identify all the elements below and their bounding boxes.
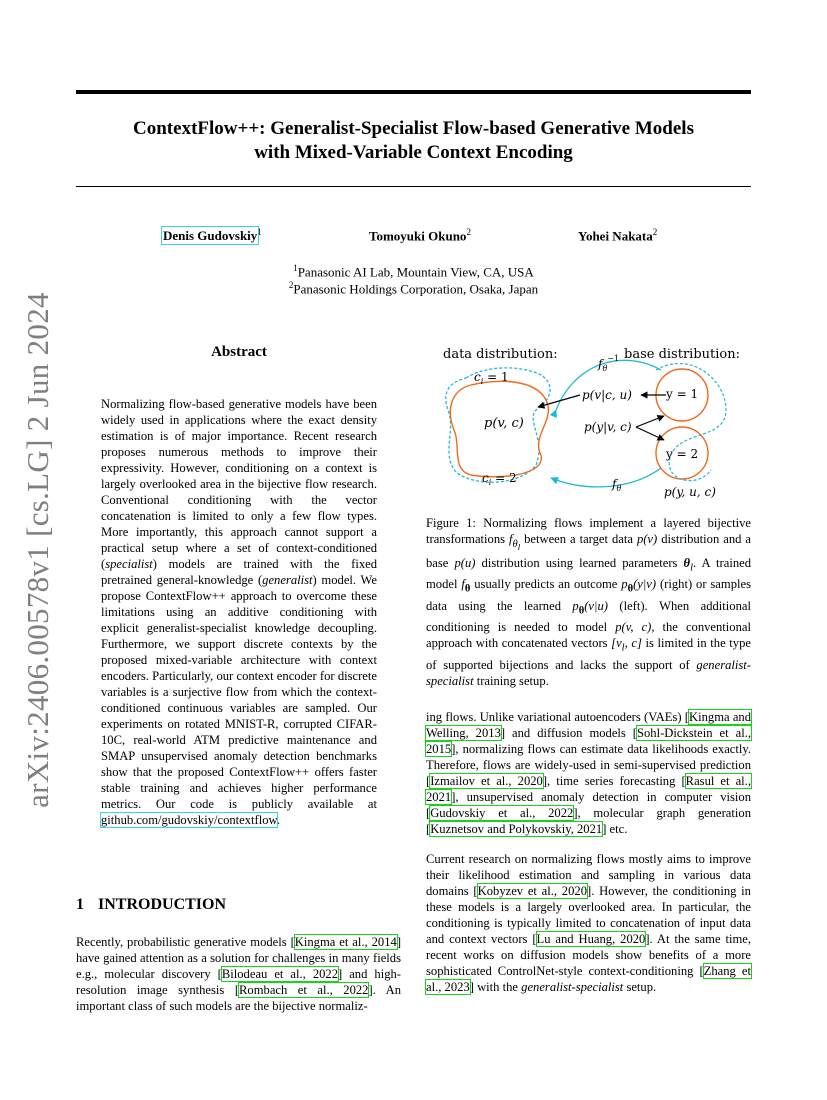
citation-link[interactable]: Kobyzev et al., 2020 [477, 884, 587, 898]
author-2-name: Tomoyuki Okuno [369, 228, 467, 244]
y2-label: y = 2 [666, 447, 699, 461]
citation-link[interactable]: Kuznetsov and Polykovskiy, 2021 [430, 822, 603, 836]
citation-link[interactable]: Rasul et al., 2021 [426, 774, 751, 804]
title-line-1: ContextFlow++: Generalist-Specialist Flow-based Generative Models [133, 118, 694, 139]
pyuc-label: p(y, u, c) [664, 485, 716, 499]
citation-link[interactable]: Sohl-Dickstein et al., 2015 [426, 726, 751, 756]
author-1-affil: 1 [257, 227, 262, 237]
affiliation-1-sup: 1 [293, 263, 298, 273]
f-forward-label: $f_\theta$ [612, 477, 622, 493]
y1-label: y = 1 [666, 387, 699, 401]
citation-link[interactable]: Lu and Huang, 2020 [536, 932, 646, 946]
author-2 [369, 227, 471, 244]
citation-link[interactable]: Izmailov et al., 2020 [430, 774, 543, 788]
author-1-name[interactable]: Denis Gudovskiy [163, 228, 258, 244]
author-3 [578, 227, 657, 244]
pyvc-label: p(y|v, c) [584, 420, 632, 434]
arxiv-identifier: arXiv:2406.00578v1 [cs.LG] 2 Jun 2024 [20, 292, 55, 808]
figure-1-diagram [426, 340, 751, 505]
ci2-label: $c_i = 2$ [482, 471, 517, 487]
title-rule [76, 186, 751, 187]
ci1-label: $c_i = 1$ [474, 370, 509, 386]
citation-link[interactable]: Bilodeau et al., 2022 [221, 967, 339, 981]
citation-link[interactable]: Kingma et al., 2014 [294, 935, 397, 949]
author-3-affil: 2 [652, 227, 658, 237]
data-distribution-label: data distribution: [443, 347, 558, 362]
citation-link[interactable]: Kingma and Welling, 2013 [426, 710, 752, 740]
section-title: INTRODUCTION [98, 896, 227, 913]
figure-1-caption: Figure 1: Normalizing flows implement a layered bijective transformations $f_{\theta_l}$ between a target data p(v) distribution and a base p(u) distribution using learned parameters $\theta_l$. A trained model $f_\theta$ usually predicts an outcome $p_\theta(y|v)$ (right) or samples data using the learned $p_\theta(v|u)$ (left). When additional conditioning is needed to model p(v, c), the conventional approach with concatenated vectors [$v_l$, c] is limited in the type of supported bijections and lacks the support of generalist-specialist training setup. [426, 516, 752, 688]
pyvc-arrow-down [636, 427, 664, 440]
pvcu-label: p(v|c, u) [582, 388, 632, 402]
affiliation-1-text: Panasonic AI Lab, Mountain View, CA, USA [297, 264, 534, 280]
abstract-text: Normalizing flow-based generative models have been widely used in applications where the exact density estimation is of major importance. Recent research proposes numerous methods to improve their expressivity. However, conditioning on a context is largely overlooked area in the bijective flow research. Conventional conditioning with the vector concatenation is limited to only a few flow types. More importantly, this approach cannot support a practical setup where a set of context-conditioned (specialist) models are trained with the fixed pretrained general-knowledge (generalist) model. We propose ContextFlow++ approach to overcome these limitations using an additive conditioning with explicit generalist-specialist knowledge decoupling. Furthermore, we support discrete contexts by the proposed mixed-variable architecture with context encoders. Particularly, our context encoder for discrete variables is a surjective flow from which the context-conditioned continuous variables are sampled. Our experiments on rotated MNIST-R, corrupted CIFAR-10C, real-world ATM predictive maintenance and SMAP unsupervised anomaly detection benchmarks show that the proposed ContextFlow++ offers faster stable training and achieves higher performance metrics. Our code is publicly available at github.com/gudovskiy/contextflow. [101, 397, 377, 827]
code-link[interactable]: github.com/gudovskiy/contextflow [101, 813, 277, 827]
base-distribution-label: base distribution: [624, 347, 740, 362]
intro-left-para: Recently, probabilistic generative models [Kingma et al., 2014] have gained attention as a solution for challenges in many fields e.g., molecular discovery [Bilodeau et al., 2022] and high-resolution image synthesis [Rombach et al., 2022]. An important class of such models are the bijective normaliz- [76, 935, 402, 1013]
affiliation-2-sup: 2 [288, 280, 294, 290]
affiliation-2-text: Panasonic Holdings Corporation, Osaka, Japan [293, 281, 539, 297]
base-region-dashed [656, 364, 726, 481]
affiliation-2 [200, 277, 627, 297]
pvc-label: p(v, c) [484, 416, 524, 431]
citation-link[interactable]: Rombach et al., 2022 [239, 983, 369, 997]
author-2-affil: 2 [466, 227, 471, 237]
f-inverse-label: $f_\theta^{-1}$ [598, 354, 620, 373]
abstract-heading: Abstract [211, 344, 267, 360]
intro-right-para-1: ing flows. Unlike variational autoencoders (VAEs) [Kingma and Welling, 2013] and diffusion models [Sohl-Dickstein et al., 2015], normalizing flows can estimate data likelihoods exactly. Therefore, flows are widely-used in semi-supervised prediction [Izmailov et al., 2020], time series forecasting [Rasul et al., 2021], unsupervised anomaly detection in computer vision [Gudovskiy et al., 2022], molecular graph generation [Kuznetsov and Polykovskiy, 2021] etc. [426, 710, 752, 836]
author-1[interactable] [163, 227, 262, 244]
citation-link[interactable]: Zhang et al., 2023 [426, 964, 751, 994]
intro-right-para-2: Current research on normalizing flows mostly aims to improve their likelihood estimation and sampling in various data domains [Kobyzev et al., 2020]. However, the conditioning in these models is a largely overlooked area. In particular, the conditioning is typically limited to concatenation of input data and context vectors [Lu and Huang, 2020]. At the same time, recent works on diffusion models show benefits of a more sophisticated ControlNet-style context-conditioning [Zhang et al., 2023] with the generalist-specialist setup. [426, 852, 751, 994]
citation-link[interactable]: Gudovskiy et al., 2022 [430, 806, 574, 820]
author-3-name: Yohei Nakata [578, 228, 653, 244]
section-number: 1 [76, 896, 84, 913]
forward-flow-arrow [551, 468, 661, 487]
paper-title [76, 117, 751, 165]
pyvc-arrow-up [636, 416, 664, 427]
inverse-flow-arrow [556, 360, 661, 410]
title-line-2: with Mixed-Variable Context Encoding [254, 142, 573, 163]
section-heading-introduction [76, 896, 226, 914]
top-rule [76, 90, 751, 94]
